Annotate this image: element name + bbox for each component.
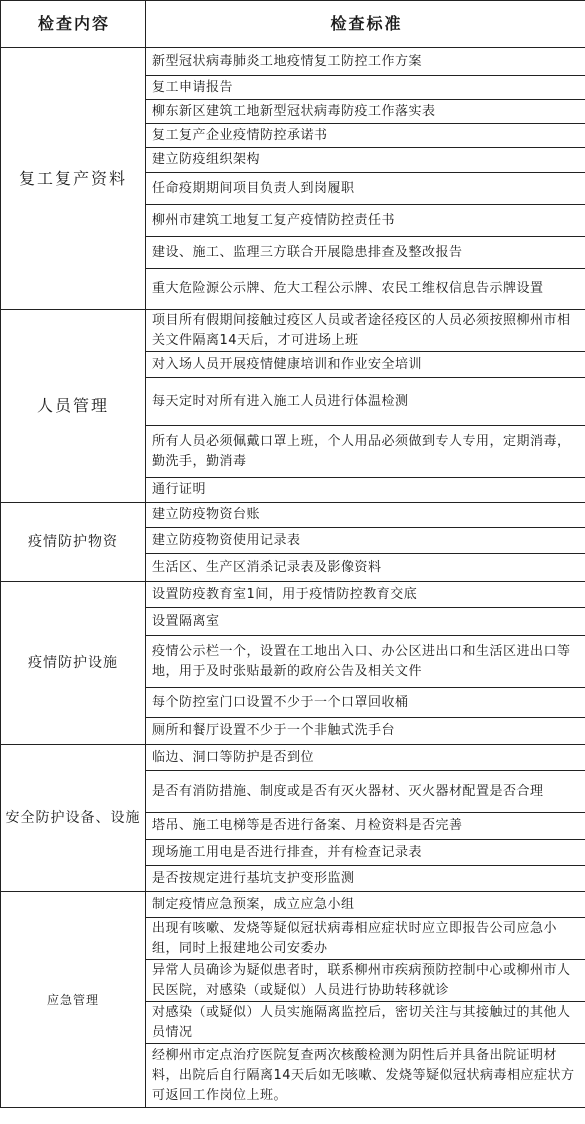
item-cell: 柳州市建筑工地复工复产疫情防控责任书 (146, 205, 585, 237)
item-cell: 新型冠状病毒肺炎工地疫情复工防控工作方案 (146, 48, 585, 76)
item-cell: 任命疫期期间项目负责人到岗履职 (146, 173, 585, 205)
category-cell: 安全防护设备、设施 (1, 745, 146, 892)
table-row (1, 745, 585, 771)
item-cell: 建立防疫物资台账 (146, 503, 585, 528)
item-cell: 每天定时对所有进入施工人员进行体温检测 (146, 378, 585, 426)
category-cell: 复工复产资料 (1, 48, 146, 310)
item-cell: 厕所和餐厅设置不少于一个非触式洗手台 (146, 718, 585, 745)
header-standard: 检查标准 (146, 1, 585, 48)
category-cell: 疫情防护设施 (1, 582, 146, 745)
item-cell: 通行证明 (146, 478, 585, 503)
item-cell: 复工申请报告 (146, 76, 585, 100)
item-cell: 所有人员必须佩戴口罩上班，个人用品必须做到专人专用，定期消毒，勤洗手，勤消毒 (146, 426, 585, 478)
header-row (1, 1, 585, 48)
table-row (1, 582, 585, 608)
item-cell: 生活区、生产区消杀记录表及影像资料 (146, 554, 585, 582)
item-cell: 对入场人员开展疫情健康培训和作业安全培训 (146, 352, 585, 378)
item-cell: 建立防疫组织架构 (146, 148, 585, 173)
item-cell: 建设、施工、监理三方联合开展隐患排查及整改报告 (146, 237, 585, 269)
item-cell: 临边、洞口等防护是否到位 (146, 745, 585, 771)
item-cell: 项目所有假期间接触过疫区人员或者途径疫区的人员必须按照柳州市相关文件隔离14天后，才可进场上班 (146, 310, 585, 352)
item-cell: 重大危险源公示牌、危大工程公示牌、农民工维权信息告示牌设置 (146, 269, 585, 310)
category-cell: 应急管理 (1, 892, 146, 1108)
item-cell: 是否按规定进行基坑支护变形监测 (146, 866, 585, 892)
item-cell: 建立防疫物资使用记录表 (146, 528, 585, 554)
header-content: 检查内容 (1, 1, 146, 48)
item-cell: 设置防疫教育室1间，用于疫情防控教育交底 (146, 582, 585, 608)
item-cell: 对感染（或疑似）人员实施隔离监控后，密切关注与其接触过的其他人员情况 (146, 1002, 585, 1044)
item-cell: 柳东新区建筑工地新型冠状病毒防疫工作落实表 (146, 100, 585, 124)
item-cell: 疫情公示栏一个，设置在工地出入口、办公区进出口和生活区进出口等地，用于及时张贴最新的政府公告及相关文件 (146, 636, 585, 688)
item-cell: 经柳州市定点治疗医院复查两次核酸检测为阴性后并具备出院证明材料，出院后自行隔离14天后如无咳嗽、发烧等疑似冠状病毒相应症状方可返回工作岗位上班。 (146, 1044, 585, 1108)
item-cell: 是否有消防措施、制度或是否有灭火器材、灭火器材配置是否合理 (146, 771, 585, 813)
table-row (1, 892, 585, 918)
category-cell: 疫情防护物资 (1, 503, 146, 582)
table-row (1, 48, 585, 76)
table-row (1, 310, 585, 352)
item-cell: 异常人员确诊为疑似患者时，联系柳州市疾病预防控制中心或柳州市人民医院，对感染（或疑似）人员进行协助转移就诊 (146, 960, 585, 1002)
table-row (1, 503, 585, 528)
item-cell: 现场施工用电是否进行排查，并有检查记录表 (146, 840, 585, 866)
item-cell: 设置隔离室 (146, 608, 585, 636)
item-cell: 复工复产企业疫情防控承诺书 (146, 124, 585, 148)
item-cell: 每个防控室门口设置不少于一个口罩回收桶 (146, 688, 585, 718)
category-cell: 人员管理 (1, 310, 146, 503)
item-cell: 塔吊、施工电梯等是否进行备案、月检资料是否完善 (146, 813, 585, 840)
item-cell: 出现有咳嗽、发烧等疑似冠状病毒相应症状时应立即报告公司应急小组，同时上报建地公司安委办 (146, 918, 585, 960)
item-cell: 制定疫情应急预案，成立应急小组 (146, 892, 585, 918)
